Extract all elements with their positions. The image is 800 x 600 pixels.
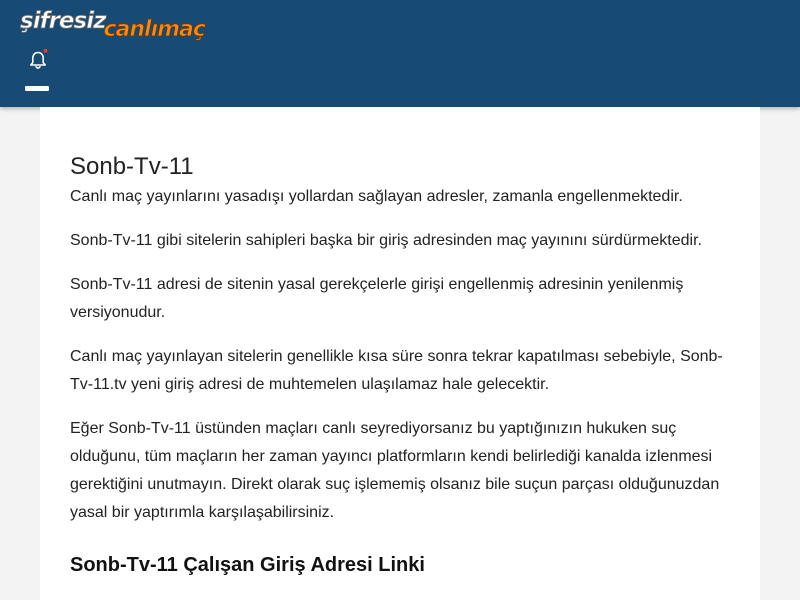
- notification-bell-button[interactable]: [28, 49, 50, 71]
- logo-text-canli: canlı: [103, 17, 158, 42]
- site-logo[interactable]: [20, 2, 205, 40]
- logo-text-mac: maç: [157, 17, 205, 42]
- article-paragraph-1: Canlı maç yayınlarını yasadışı yollardan sağlayan adresler, zamanla engellenmektedir.: [70, 188, 683, 205]
- article-paragraph-3: Sonb-Tv-11 adresi de sitenin yasal gerekçelerle girişi engellenmiş adresinin yenilenmiş versiyonudur.: [70, 276, 684, 321]
- page-title: Sonb-Tv-11: [70, 153, 194, 180]
- article-paragraph-5: Eğer Sonb-Tv-11 üstünden maçları canlı seyrediyorsanız bu yaptığınızın hukuken suç olduğunu, tüm maçların her zaman yayıncı platformların kendi belirlediği kanalda izlenmesi gerektiğini unutmayın. Direkt olarak suç işlememiş olsanız bile suçun parçası olduğunuzdan yasal bir yaptırımla karşılaşabilirsiniz.: [70, 420, 720, 521]
- article-content: [40, 107, 760, 600]
- site-header: [0, 0, 800, 107]
- notification-dot: [44, 49, 48, 53]
- article-paragraph-2: Sonb-Tv-11 gibi sitelerin sahipleri başka bir giriş adresinden maç yayınını sürdürmektedir.: [70, 232, 702, 249]
- logo-text-sifresiz: şifresiz: [20, 8, 106, 34]
- menu-hamburger-button[interactable]: [25, 86, 49, 91]
- bell-icon: [28, 49, 50, 71]
- article-paragraph-4: Canlı maç yayınlayan sitelerin genellikle kısa süre sonra tekrar kapatılması sebebiyle, Sonb-Tv-11.tv yeni giriş adresi de muhtemelen ulaşılamaz hale gelecektir.: [70, 348, 723, 393]
- section-heading: Sonb-Tv-11 Çalışan Giriş Adresi Linki: [70, 554, 425, 576]
